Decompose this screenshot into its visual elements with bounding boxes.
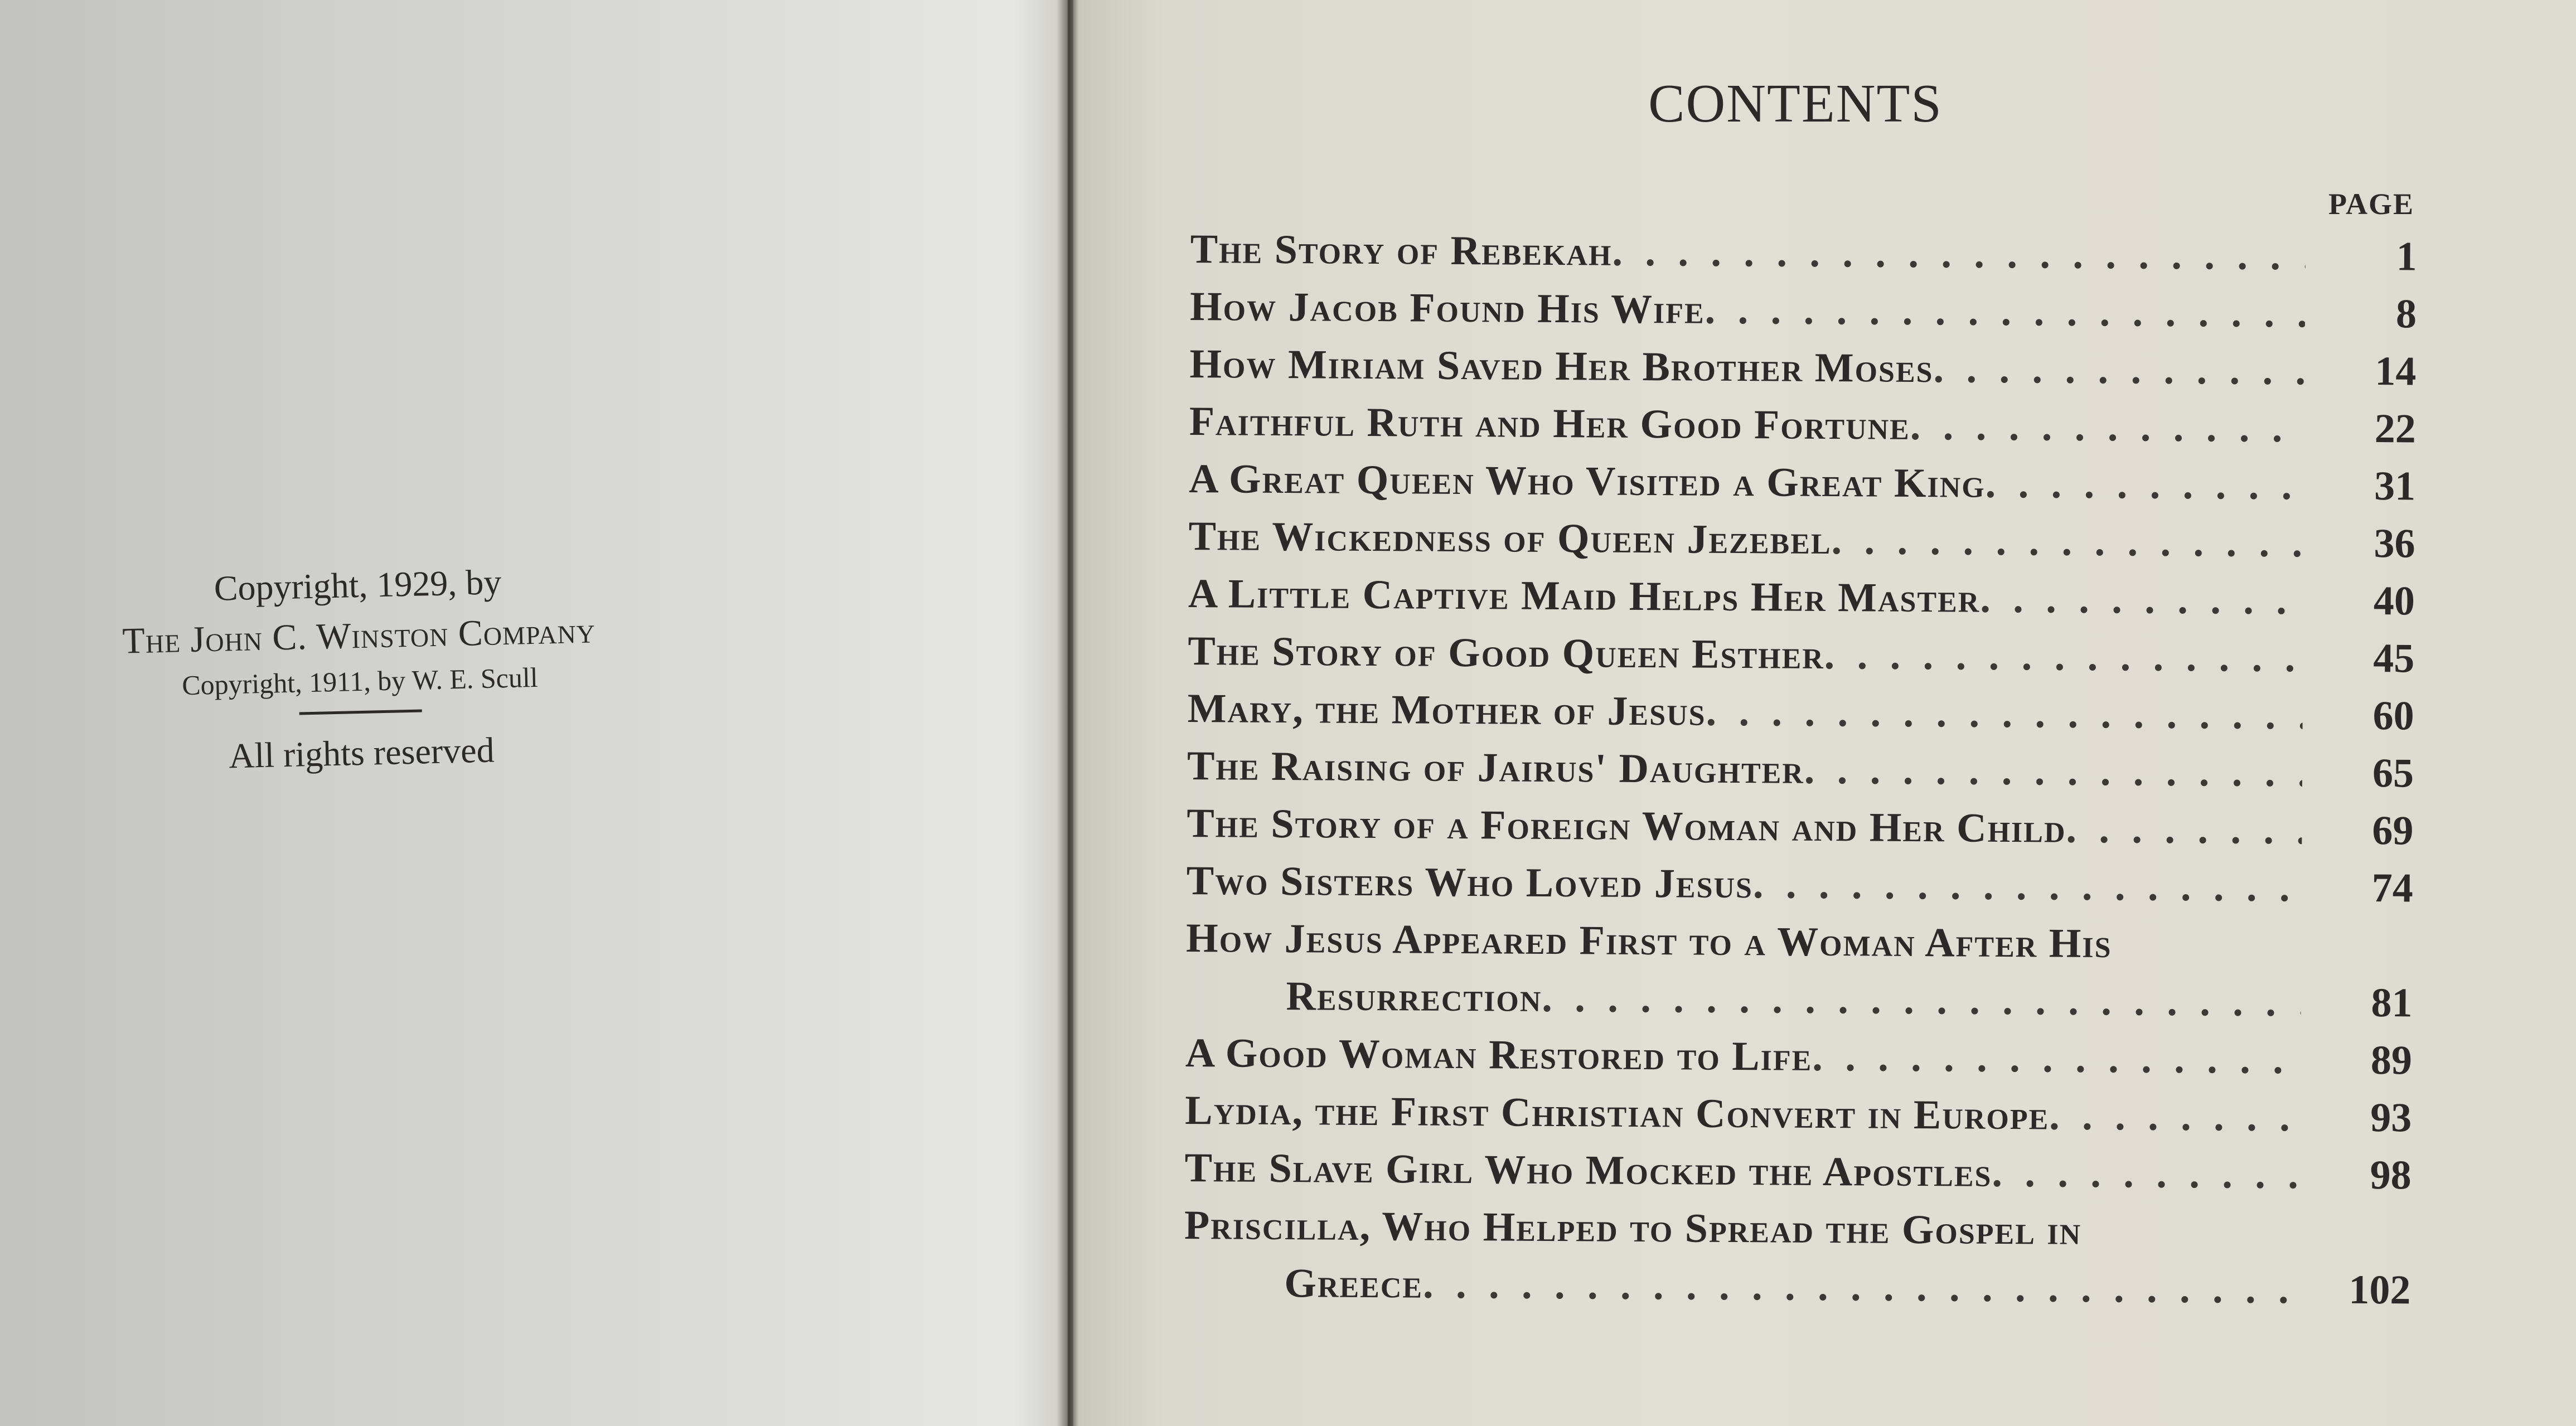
dot-leader — [1831, 517, 2303, 567]
toc-entry — [1188, 628, 2415, 692]
dot-leader — [1824, 632, 2303, 682]
toc-entry — [1189, 455, 2416, 520]
copyright-1929: Copyright, 1929, by — [214, 562, 502, 608]
dot-leader — [1542, 974, 2301, 1026]
toc-page-number: 8 — [2395, 291, 2417, 337]
toc-page-number: 36 — [2374, 520, 2415, 567]
toc-entry — [1187, 800, 2414, 865]
toc-entry-title: Faithful Ruth and Her Good Fortune — [1189, 398, 1911, 449]
toc-page-number: 102 — [2349, 1267, 2411, 1313]
toc-entry-continuation — [1184, 1259, 2411, 1324]
toc-entry — [1187, 743, 2414, 807]
copyright-page — [0, 0, 1068, 1426]
toc-entry-title: Two Sisters Who Loved Jesus — [1186, 857, 1754, 908]
toc-entry-title: Mary, the Mother of Jesus — [1187, 685, 1706, 735]
toc-entry-title: The Story of a Foreign Woman and Her Child — [1187, 800, 2066, 852]
toc-entry-title-continued: Greece — [1284, 1260, 1423, 1307]
dot-leader — [1612, 229, 2306, 280]
toc-entry-title: Priscilla, Who Helped to Spread the Gospel in — [1184, 1202, 2082, 1254]
toc-page-number: 89 — [2370, 1037, 2413, 1084]
toc-page-number: 69 — [2372, 807, 2414, 854]
divider-rule — [299, 709, 422, 715]
toc-entry — [1185, 1087, 2412, 1152]
copyright-1911: Copyright, 1911, by W. E. Scull — [181, 661, 539, 701]
toc-entry — [1187, 685, 2414, 750]
dot-leader — [1980, 575, 2303, 625]
toc-entry-title: How Jesus Appeared First to a Woman After His — [1185, 915, 2112, 967]
contents-heading: CONTENTS — [1648, 74, 1943, 134]
toc-entry-title: The Story of Rebekah — [1190, 226, 1613, 275]
toc-entry-title: A Little Captive Maid Helps Her Master — [1188, 570, 1981, 622]
toc-entry — [1185, 1030, 2413, 1094]
toc-page-number: 31 — [2374, 463, 2416, 510]
dot-leader — [1705, 287, 2305, 338]
toc-entry-title-continued: Resurrection — [1286, 973, 1542, 1021]
toc-page-number: 22 — [2374, 405, 2417, 452]
toc-entry-continuation — [1185, 972, 2413, 1037]
dot-leader — [1706, 688, 2303, 740]
toc-entry-title: A Great Queen Who Visited a Great King — [1188, 455, 1986, 507]
toc-page-number: 74 — [2371, 865, 2414, 911]
table-of-contents — [1184, 226, 2417, 1324]
toc-page-number: 1 — [2396, 234, 2417, 280]
page-column-label: PAGE — [2328, 187, 2414, 221]
toc-entry — [1186, 915, 2413, 979]
toc-entry — [1188, 570, 2415, 635]
toc-page-number: 98 — [2370, 1152, 2412, 1199]
toc-page-number: 81 — [2371, 979, 2413, 1026]
toc-page-number: 65 — [2372, 750, 2414, 797]
copyright-notice — [65, 554, 655, 785]
dot-leader — [1933, 345, 2304, 395]
dot-leader — [1985, 460, 2304, 510]
toc-entry — [1189, 341, 2417, 405]
toc-page-number: 93 — [2370, 1094, 2412, 1141]
toc-entry — [1190, 283, 2417, 348]
toc-entry-title: Lydia, the First Christian Convert in Europe — [1185, 1087, 2050, 1139]
toc-page-number: 45 — [2373, 635, 2415, 682]
dot-leader — [1992, 1149, 2300, 1199]
dot-leader — [2066, 806, 2302, 855]
toc-entry-title: How Miriam Saved Her Brother Moses — [1189, 341, 1934, 392]
toc-entry-title: The Wickedness of Queen Jezebel — [1188, 513, 1832, 564]
toc-entry-title: The Slave Girl Who Mocked the Apostles — [1184, 1144, 1992, 1196]
toc-entry-title: A Good Woman Restored to Life — [1185, 1030, 1813, 1080]
toc-entry — [1190, 226, 2417, 290]
rights-reserved: All rights reserved — [228, 730, 495, 776]
toc-entry-title: How Jacob Found His Wife — [1189, 283, 1705, 333]
dot-leader — [1812, 1034, 2301, 1084]
toc-entry — [1186, 857, 2413, 922]
toc-entry-title: The Story of Good Queen Esther — [1188, 628, 1825, 678]
dot-leader — [1910, 402, 2304, 452]
toc-entry — [1189, 398, 2416, 463]
toc-page-number: 60 — [2372, 692, 2414, 739]
publisher-name: The John C. Winston Company — [122, 610, 596, 662]
dot-leader — [2049, 1092, 2300, 1141]
toc-page-number: 14 — [2375, 348, 2417, 395]
dot-leader — [1804, 746, 2303, 797]
toc-entry — [1188, 513, 2415, 578]
toc-entry — [1184, 1144, 2412, 1209]
dot-leader — [1423, 1261, 2299, 1314]
dot-leader — [1753, 861, 2302, 911]
book-gutter — [1057, 0, 1079, 1426]
toc-page-number: 40 — [2373, 578, 2415, 624]
toc-entry-title: The Raising of Jairus' Daughter — [1187, 743, 1805, 793]
toc-entry — [1184, 1202, 2412, 1267]
